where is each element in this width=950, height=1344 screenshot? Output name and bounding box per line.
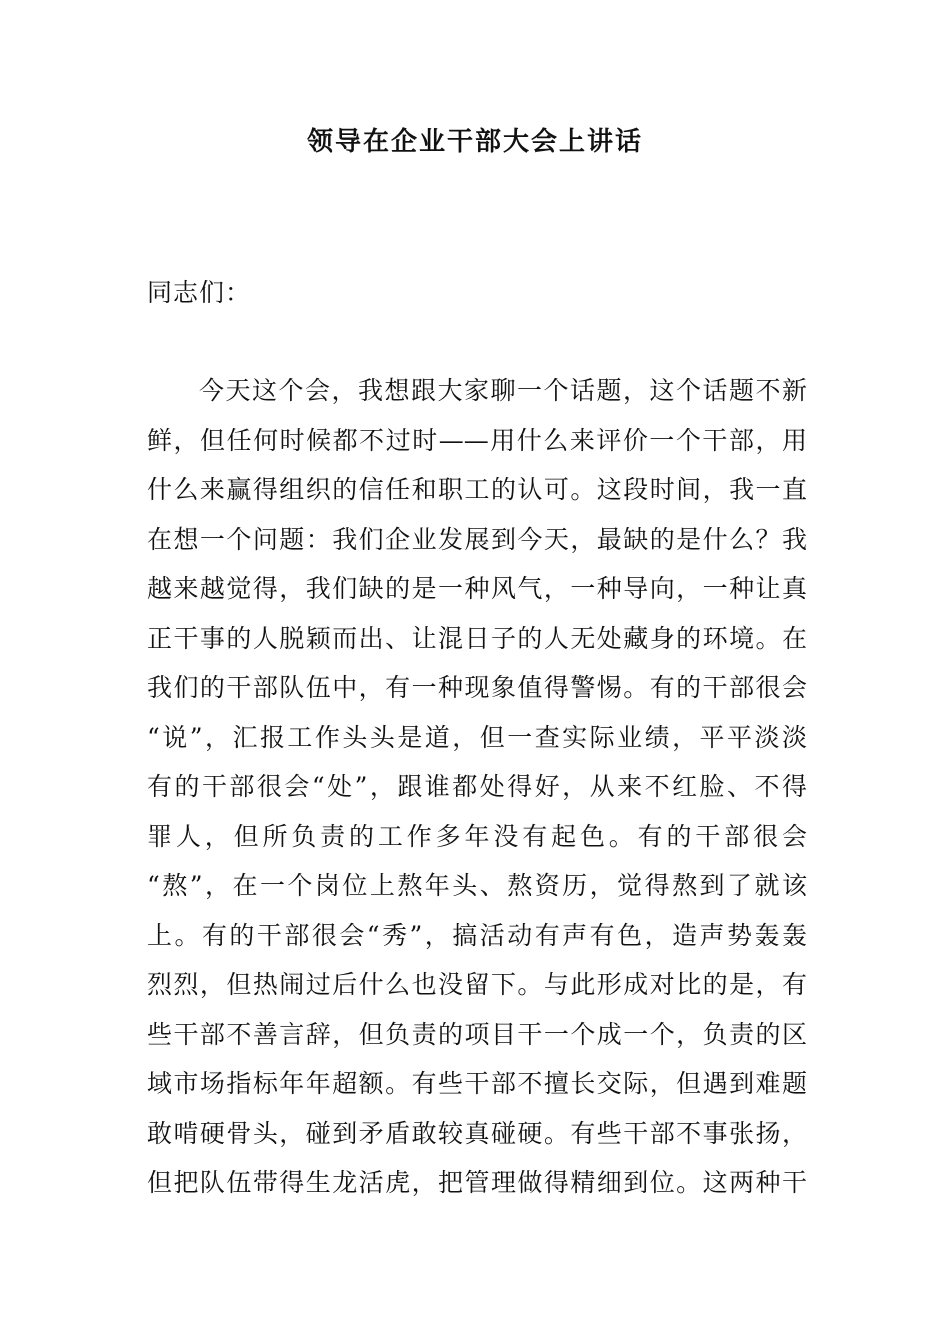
text-line: 烈烈，但热闹过后什么也没留下。与此形成对比的是，有 [147,970,807,999]
text-line: 什么来赢得组织的信任和职工的认可。这段时间，我一直 [147,475,807,504]
text-line: “熬”，在一个岗位上熬年头、熬资历，觉得熬到了就该 [147,871,807,900]
text-line: “说”，汇报工作头头是道，但一查实际业绩，平平淡淡 [147,722,807,752]
text-line: 正干事的人脱颖而出、让混日子的人无处藏身的环境。在 [147,623,807,653]
body-paragraph [147,371,807,1213]
text-line: 我们的干部队伍中，有一种现象值得警惕。有的干部很会 [147,673,807,702]
text-line: 些干部不善言辞，但负责的项目干一个成一个，负责的区 [147,1019,807,1049]
text-line: 但把队伍带得生龙活虎，把管理做得精细到位。这两种干 [147,1168,807,1197]
text-line: 今天这个会，我想跟大家聊一个话题，这个话题不新 [199,376,807,405]
salutation: 同志们： [147,278,252,307]
text-line: 越来越觉得，我们缺的是一种风气，一种导向，一种让真 [147,574,807,603]
text-line: 有的干部很会“处”，跟谁都处得好，从来不红脸、不得 [147,772,807,801]
text-line: 域市场指标年年超额。有些干部不擅长交际，但遇到难题 [147,1069,807,1098]
text-line: 罪人，但所负责的工作多年没有起色。有的干部很会 [147,821,807,851]
document-title: 领导在企业干部大会上讲话 [306,127,643,157]
text-line: 在想一个问题：我们企业发展到今天，最缺的是什么？我 [147,524,807,554]
text-line: 敢啃硬骨头，碰到矛盾敢较真碰硬。有些干部不事张扬， [147,1118,807,1148]
text-line: 上。有的干部很会“秀”，搞活动有声有色，造声势轰轰 [147,920,807,950]
text-line: 鲜，但任何时候都不过时——用什么来评价一个干部，用 [147,425,807,455]
